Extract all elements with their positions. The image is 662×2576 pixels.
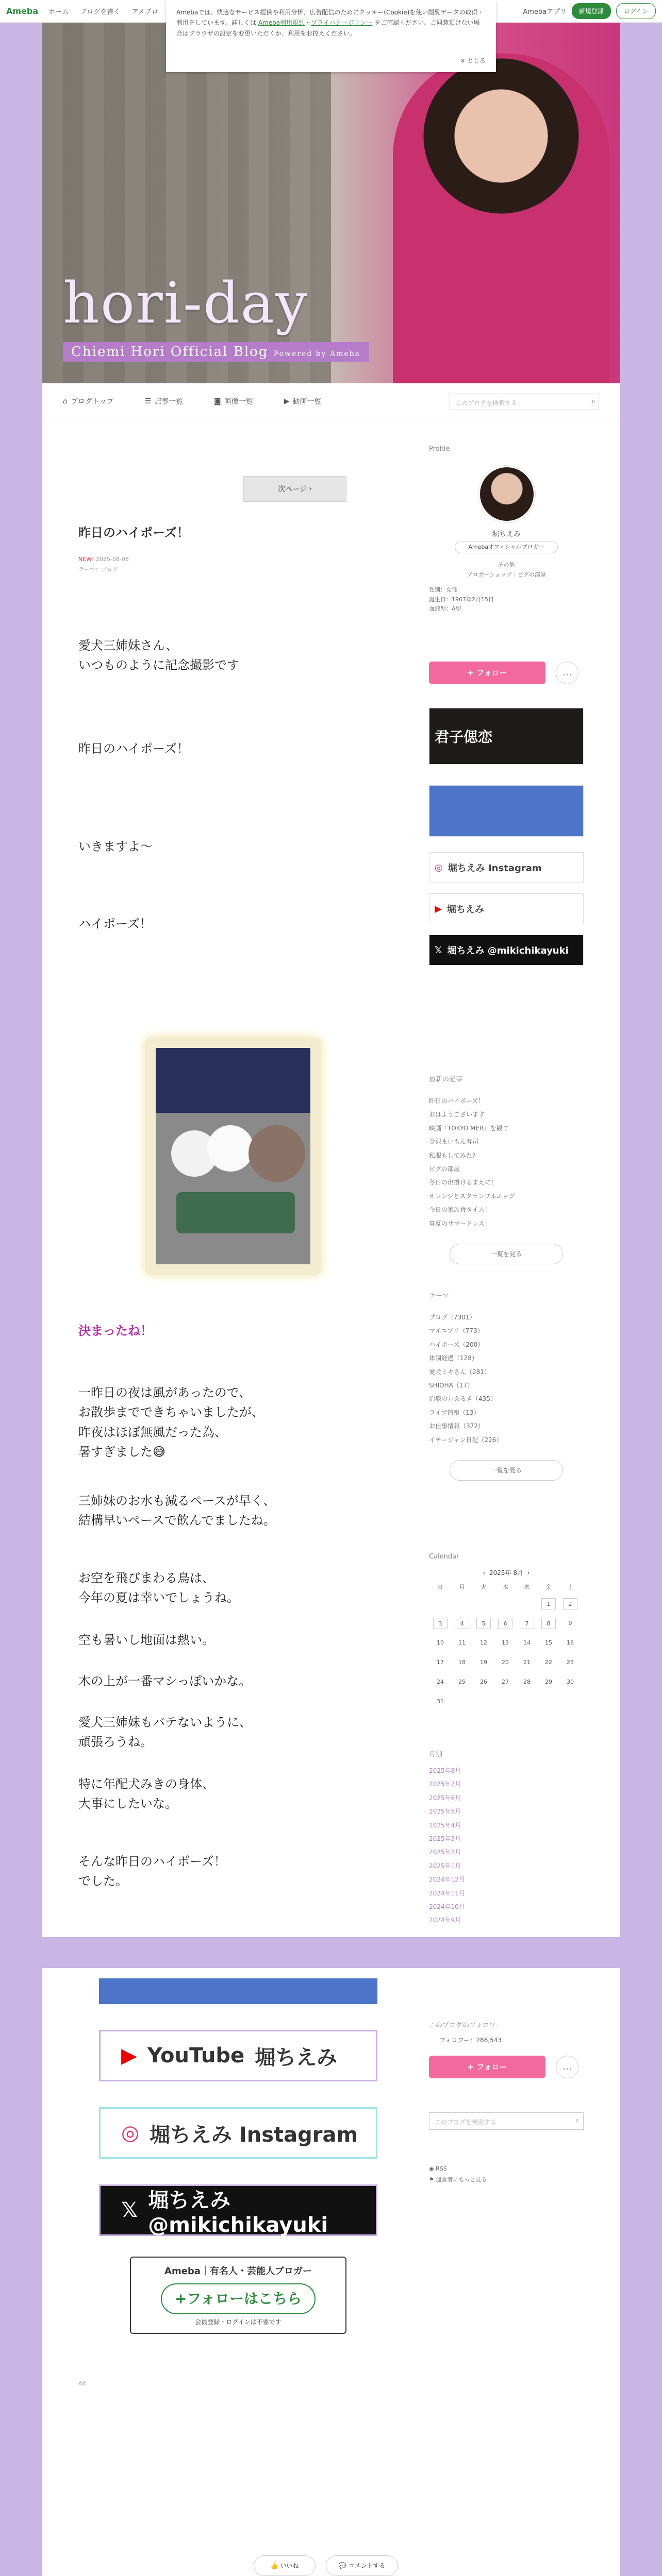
calendar-day: 30 <box>567 1679 574 1685</box>
ameba-follow-card[interactable] <box>130 2257 346 2334</box>
article <box>78 419 398 1913</box>
calendar-weekday: 木 <box>524 1584 530 1590</box>
topnav-ameblo[interactable]: アメブロ <box>131 8 158 16</box>
archive-item[interactable]: 2024年11月 <box>429 1889 465 1897</box>
theme-item[interactable]: 治療の方あるき（435） <box>429 1395 496 1403</box>
instagram-banner-text: 堀ちえみ Instagram <box>448 863 542 874</box>
terms-link[interactable]: Ameba利用規約 <box>258 19 305 27</box>
text-line: 頑張ろうね。 <box>78 1735 153 1750</box>
nav-image-list-label: 画像一覧 <box>224 397 253 406</box>
sidebar <box>429 419 584 1939</box>
calendar-day: 15 <box>545 1639 552 1646</box>
recent-more-button[interactable]: 一覧を見る <box>450 1244 563 1264</box>
theme-item[interactable]: 愛犬ミキさん（281） <box>429 1368 490 1376</box>
paragraph <box>78 1774 214 1814</box>
recent-item[interactable]: ピグの部屋 <box>429 1165 460 1173</box>
theme-item[interactable]: イチージャン日記（226） <box>429 1436 503 1444</box>
text-line: 今年の夏は幸いでしょうね。 <box>78 1590 239 1605</box>
nav-image-list[interactable] <box>214 396 253 406</box>
paragraph <box>78 1713 252 1752</box>
like-icon: 👍 <box>270 2562 278 2569</box>
book-banner[interactable] <box>429 708 584 765</box>
blog-nav <box>42 383 620 419</box>
search-icon[interactable]: ⌕ <box>575 2116 579 2124</box>
profile-heading: Profile <box>429 445 450 453</box>
header-portrait <box>393 54 609 383</box>
profile-info <box>429 585 494 614</box>
youtube-word: YouTube <box>147 2044 245 2067</box>
nav-video-list-label: 動画一覧 <box>292 397 322 406</box>
comment-label: コメントする <box>348 2562 386 2569</box>
followers-count: 286,543 <box>476 2037 502 2044</box>
text-line: いつものように記念撮影です <box>78 658 239 673</box>
comment-button[interactable] <box>326 2555 398 2576</box>
next-page-label: 次ページ <box>278 485 307 494</box>
archive-item[interactable]: 2025年2月 <box>429 1849 461 1856</box>
text-line: でした。 <box>78 1874 128 1889</box>
comment-icon: 💬 <box>338 2562 346 2569</box>
cookie-close-button[interactable]: × とじる <box>460 57 486 64</box>
archive-item[interactable]: 2025年4月 <box>429 1821 461 1829</box>
page-separator <box>0 1937 662 1968</box>
archive-heading: 月別 <box>429 1751 443 1758</box>
ameba-card-line3: 会員登録・ログインは不要です <box>195 2318 282 2326</box>
like-button[interactable] <box>254 2555 316 2576</box>
blog-subtitle <box>63 342 369 362</box>
recent-list <box>429 1094 584 1230</box>
archive-item[interactable]: 2025年6月 <box>429 1794 461 1802</box>
nav-entry-list-label: 記事一覧 <box>154 397 184 406</box>
calendar-day: 17 <box>437 1659 444 1666</box>
paragraph <box>78 1568 239 1608</box>
archive-item[interactable]: 2025年7月 <box>429 1781 461 1788</box>
instagram-banner-lower-text: 堀ちえみ Instagram <box>149 2123 358 2147</box>
text-line: 暑すぎました😅 <box>78 1445 166 1460</box>
text-line: お空を飛びまわる鳥は、 <box>78 1571 214 1585</box>
cookie-text-2: をご確認ください。ご同意頂けない場合はブラウザの設定を変更いただくか、利用をお控えください。 <box>176 19 480 37</box>
photo-scene <box>156 1048 310 1264</box>
recent-item[interactable]: 今日の家族食タイム！ <box>429 1206 491 1214</box>
archive-item[interactable]: 2025年1月 <box>429 1862 461 1870</box>
x-icon: 𝕏 <box>121 2198 138 2222</box>
theme-item[interactable]: お仕事情報（372） <box>429 1422 484 1430</box>
calendar-day: 10 <box>437 1639 444 1646</box>
rss-icon: ◉ <box>429 2165 434 2172</box>
calendar-day[interactable]: 1 <box>541 1598 556 1609</box>
calendar-weekday: 金 <box>545 1584 552 1590</box>
text-line: 特に年配犬みきの身体、 <box>78 1777 214 1791</box>
calendar-day: 18 <box>458 1659 466 1666</box>
video-icon: ▶ <box>284 397 290 405</box>
theme-heading: テーマ <box>429 1292 450 1300</box>
highlight-text: 決まったね！ <box>78 1324 153 1338</box>
camera-icon: ◙ <box>214 397 221 405</box>
nav-blog-top[interactable] <box>63 396 113 406</box>
search-placeholder: このブログを検索する <box>455 399 518 406</box>
privacy-link[interactable]: プライバシーポリシー <box>311 19 373 27</box>
ameba-logo[interactable]: Ameba <box>6 6 39 16</box>
powered-by: Powered by Ameba <box>273 350 360 358</box>
more-options-button-lower[interactable]: … <box>556 2056 578 2078</box>
recent-item[interactable]: 冬日の出掛けるまえに！ <box>429 1179 498 1187</box>
article-meta <box>78 554 129 575</box>
category-link[interactable]: その他 <box>498 562 515 568</box>
topnav-home[interactable]: ホーム <box>48 8 69 16</box>
ameba-card-follow[interactable]: +フォローはこちら <box>161 2283 316 2314</box>
follow-button-lower[interactable]: + フォロー <box>429 2056 545 2078</box>
register-button[interactable]: 新規登録 <box>572 3 611 19</box>
search-placeholder: このブログを検索する <box>435 2119 497 2126</box>
rss-link[interactable] <box>429 2164 487 2175</box>
topnav-write[interactable]: ブログを書く <box>80 8 121 16</box>
theme-list <box>429 1311 584 1447</box>
calendar-weekday: 火 <box>481 1584 487 1590</box>
calendar-day: 27 <box>502 1679 509 1685</box>
blue-banner-lower[interactable] <box>99 1978 377 2004</box>
x-banner-lower[interactable] <box>99 2184 377 2236</box>
theme-more-button[interactable]: 一覧を見る <box>450 1460 563 1481</box>
recent-item[interactable]: 昨日のハイポーズ！ <box>429 1097 485 1105</box>
x-banner[interactable] <box>429 935 584 965</box>
calendar-weekday: 土 <box>567 1584 573 1590</box>
report-blog-link[interactable] <box>429 2175 487 2185</box>
dog-white-2 <box>207 1125 254 1172</box>
recent-item[interactable]: 金沢まいもん寿司 <box>429 1138 479 1146</box>
footer-links <box>429 2164 487 2185</box>
calendar-day: 20 <box>502 1659 509 1666</box>
recent-item[interactable]: 真夏のサマードレス <box>429 1219 485 1227</box>
category-link[interactable]: ブロガーショップ <box>467 571 512 578</box>
nav-entry-list[interactable] <box>144 396 183 406</box>
instagram-icon: ◎ <box>435 862 443 873</box>
text-line: 愛犬三姉妹さん、 <box>78 638 178 653</box>
calendar-day[interactable]: 5 <box>476 1618 491 1629</box>
next-page-button-top[interactable]: 次ページ › <box>243 476 346 502</box>
archive-item[interactable]: 2024年9月 <box>429 1917 461 1924</box>
theme-item[interactable]: ブログ（7301） <box>429 1314 476 1321</box>
nav-blog-top-label: ブログトップ <box>70 397 114 406</box>
calendar-day: 24 <box>437 1679 444 1685</box>
dog-brown <box>249 1125 305 1182</box>
book-banner-text: 君子偲恋 <box>435 728 493 745</box>
theme-item[interactable]: マイエブリ（773） <box>429 1327 484 1335</box>
calendar-day[interactable]: 3 <box>433 1618 448 1629</box>
blog-header-image <box>42 23 620 383</box>
profile-line: 血液型：A型 <box>429 605 461 613</box>
calendar-day: 11 <box>458 1639 466 1646</box>
theme-item[interactable]: SHIOHA（17） <box>429 1381 474 1389</box>
calendar-weekday: 月 <box>459 1584 465 1590</box>
instagram-banner[interactable] <box>429 852 584 883</box>
paragraph <box>78 1852 226 1891</box>
recent-item[interactable]: 私服もしてみた？ <box>429 1151 479 1159</box>
archive-list <box>429 1764 584 1927</box>
profile-line: 誕生日：1967年2月15日 <box>429 596 494 603</box>
calendar-day: 29 <box>545 1679 552 1685</box>
followers-row: フォロワー：286,543 <box>439 2037 502 2044</box>
rss-label: RSS <box>436 2165 447 2172</box>
text-line: 結構早いペースで飲んでましたね。 <box>78 1513 276 1528</box>
calendar-day: 16 <box>567 1639 574 1646</box>
blog-title[interactable]: hori-day <box>63 270 309 336</box>
ameba-card-line1: Ameba｜有名人・芸能人ブロガー <box>164 2266 312 2277</box>
recent-heading: 最新の記事 <box>429 1076 463 1083</box>
paragraph: 昨日のハイポーズ！ <box>78 741 189 756</box>
calendar-day[interactable]: 6 <box>498 1618 512 1629</box>
calendar-weekday: 水 <box>502 1584 508 1590</box>
calendar-day: 12 <box>480 1639 487 1646</box>
report-label: 運営者にもっと見る <box>436 2176 487 2183</box>
profile-name[interactable]: 堀ちえみ <box>492 530 521 538</box>
blog-search-input[interactable] <box>450 394 599 410</box>
recent-item[interactable]: 映画『TOKYO MER』を観て <box>429 1124 509 1132</box>
youtube-banner-lower-text: 堀ちえみ <box>255 2045 338 2070</box>
followers-label: フォロワー <box>439 2037 470 2044</box>
paragraph <box>78 636 239 675</box>
profile-line: 性別：女性 <box>429 586 457 593</box>
calendar-day: 23 <box>567 1659 574 1666</box>
calendar-weekday: 日 <box>437 1584 443 1590</box>
article-theme[interactable]: テーマ：ブログ <box>78 566 118 573</box>
flag-icon: ⚑ <box>429 2176 434 2183</box>
archive-item[interactable]: 2024年10月 <box>429 1903 465 1910</box>
article-date: 2025-08-08 <box>95 556 129 563</box>
youtube-icon: ▶ <box>435 903 442 914</box>
calendar-day[interactable]: 2 <box>563 1598 577 1609</box>
instagram-banner-lower[interactable] <box>99 2107 377 2159</box>
youtube-banner[interactable] <box>429 893 584 924</box>
x-banner-text: 堀ちえみ @mikichikayuki <box>447 945 569 956</box>
text-line: 大事にしたいな。 <box>78 1797 177 1811</box>
list-icon: ☰ <box>144 397 152 405</box>
login-button[interactable]: ログイン <box>616 3 656 19</box>
text-line: 愛犬三姉妹もバテないように、 <box>78 1715 252 1730</box>
follow-button[interactable]: + フォロー <box>429 662 545 684</box>
text-line: 昨夜はほぼ無風だった為、 <box>78 1425 227 1439</box>
calendar-day[interactable]: 4 <box>455 1618 469 1629</box>
app-link[interactable]: Amebaアプリ <box>523 8 567 16</box>
calendar-heading: Calendar <box>429 1553 459 1561</box>
calendar-day: 21 <box>523 1659 531 1666</box>
archive-item[interactable]: 2025年3月 <box>429 1835 461 1842</box>
ad-label: Ad <box>78 2380 86 2387</box>
dog-bed <box>176 1192 295 1233</box>
blog-search-input-lower[interactable] <box>429 2112 584 2130</box>
calendar-day: 31 <box>437 1698 444 1705</box>
youtube-banner-lower[interactable] <box>99 2030 377 2081</box>
calendar-day: 26 <box>480 1679 487 1685</box>
archive-item[interactable]: 2025年5月 <box>429 1808 461 1816</box>
theme-item[interactable]: 体調経過（128） <box>429 1354 478 1362</box>
profile-avatar[interactable] <box>478 466 535 522</box>
calendar-day[interactable]: 8 <box>541 1618 556 1629</box>
more-options-button[interactable]: … <box>556 662 578 684</box>
paragraph: 木の上が一番マシっぽいかな。 <box>78 1674 252 1688</box>
calendar-day: 25 <box>458 1679 466 1685</box>
calendar-day: 14 <box>523 1639 531 1646</box>
cookie-notice: Amebaでは、快適なサービス提供や利用分析、広告配信のためにクッキー(Cookie)を使い閲覧データの取得・利用をしています。詳しくは Ameba利用規約・プライバシーポリシー をご確認ください。ご同意頂けない場合はブラウザの設定を変更いただくか、利用をお控えください。 × とじる <box>166 0 496 72</box>
article-title[interactable]: 昨日のハイポーズ！ <box>78 526 189 540</box>
official-blogger-badge: Amebaオフィシャルブロガー <box>455 541 558 553</box>
youtube-icon: ▶ <box>121 2044 137 2067</box>
cookie-text: Amebaでは、快適なサービス提供や利用分析、広告配信のためにクッキー(Cookie)を使い閲覧データの取得・利用をしています。詳しくは <box>176 9 484 27</box>
recent-item[interactable]: おはようございます <box>429 1111 485 1118</box>
paragraph: いきますよ〜 <box>78 839 153 854</box>
calendar-day: 13 <box>502 1639 509 1646</box>
dogs-photo[interactable] <box>145 1038 321 1275</box>
sidebar-lower <box>429 2020 584 2044</box>
profile-categories: その他 ブロガーショップ｜ピグの部屋 <box>467 562 546 578</box>
search-icon[interactable]: ⌕ <box>591 397 595 405</box>
paragraph: ハイポーズ！ <box>78 917 152 931</box>
blog-subtitle-text: Chiemi Hori Official Blog <box>71 344 269 360</box>
category-link[interactable]: ピグの部屋 <box>517 571 546 578</box>
theme-item[interactable]: ライブ情報（13） <box>429 1409 480 1416</box>
like-label: いいね <box>280 2562 299 2569</box>
text-line: 一昨日の夜は風があったので、 <box>78 1385 252 1400</box>
theme-item[interactable]: ハイポーズ（200） <box>429 1341 484 1348</box>
x-icon: 𝕏 <box>435 944 442 956</box>
calendar-grid <box>429 1582 584 1716</box>
calendar-day: 9 <box>568 1620 572 1626</box>
text-line: 三姉妹のお水も減るペースが早く、 <box>78 1494 276 1508</box>
calendar-day: 22 <box>545 1659 552 1666</box>
nav-video-list[interactable] <box>284 396 322 406</box>
next-month-icon[interactable]: › <box>527 1569 530 1577</box>
blue-banner[interactable] <box>429 785 584 837</box>
archive-item[interactable]: 2025年8月 <box>429 1767 461 1774</box>
new-badge: NEW! <box>78 556 94 563</box>
paragraph <box>78 1491 276 1531</box>
text-line: そんな昨日のハイポーズ！ <box>78 1854 226 1869</box>
calendar-month-label: 2025年 8月 <box>489 1569 523 1577</box>
text-line: お散歩までできちゃいましたが、 <box>78 1405 264 1420</box>
calendar-day[interactable]: 7 <box>520 1618 534 1629</box>
paragraph <box>78 1383 264 1462</box>
calendar-month <box>429 1568 584 1577</box>
x-banner-lower-text: 堀ちえみ @mikichikayuki <box>148 2188 328 2237</box>
paragraph: 空も暑いし地面は熱い。 <box>78 1633 214 1647</box>
prev-month-icon[interactable]: ‹ <box>483 1569 486 1577</box>
calendar-day: 19 <box>480 1659 487 1666</box>
followers-heading: このブログのフォロワー <box>429 2022 503 2029</box>
recent-item[interactable]: オレンジとスクランブルエッグ <box>429 1192 515 1200</box>
home-icon: ⌂ <box>63 397 68 405</box>
calendar-day: 28 <box>523 1679 531 1685</box>
youtube-banner-text: 堀ちえみ <box>446 904 484 915</box>
instagram-icon: ◎ <box>121 2121 139 2145</box>
archive-item[interactable]: 2024年12月 <box>429 1876 465 1884</box>
